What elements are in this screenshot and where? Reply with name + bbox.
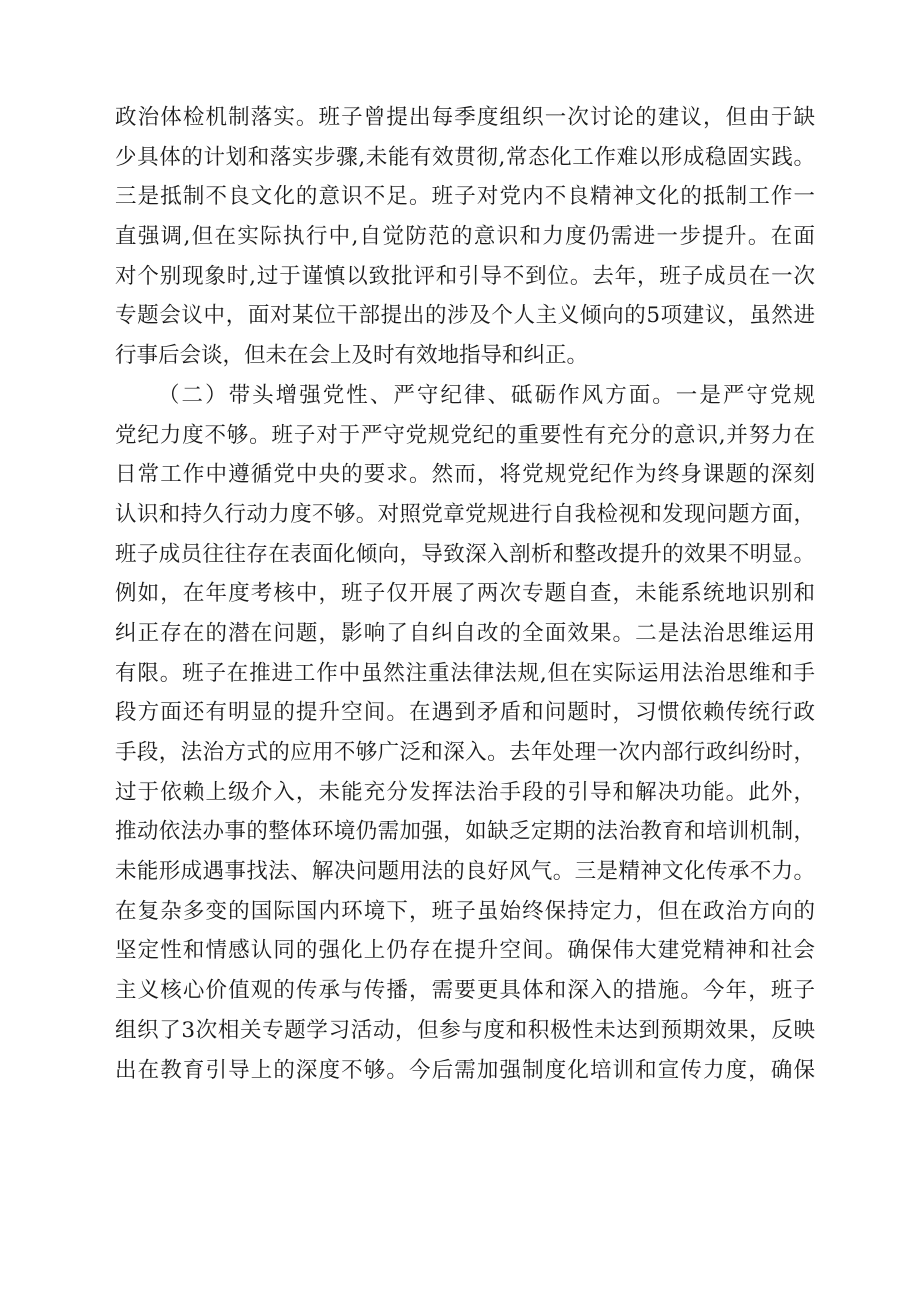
text-line: 认识和持久行动力度不够。对照党章党规进行自我检视和发现问题方面，	[115, 501, 815, 527]
text-line: 纠正存在的潜在问题，影响了自纠自改的全面效果。二是法治思维运用	[115, 620, 815, 646]
text-line: 手段，法治方式的应用不够广泛和深入。去年处理一次内部行政纠纷时，	[115, 740, 815, 765]
text-line: 行事后会谈，但未在会上及时有效地指导和纠正。	[115, 343, 589, 369]
text-line: 少具体的计划和落实步骤,未能有效贯彻,常态化工作难以形成稳固实践。	[115, 144, 815, 170]
text-line: 主义核心价值观的传承与传播，需要更具体和深入的措施。今年，班子	[115, 978, 815, 1004]
text-line: 在复杂多变的国际国内环境下，班子虽始终保持定力，但在政治方向的	[115, 898, 815, 924]
text-line: 例如，在年度考核中，班子仅开展了两次专题自查，未能系统地识别和	[115, 581, 815, 607]
text-line: 班子成员往往存在表面化倾向，导致深入剖析和整改提升的效果不明显。	[115, 541, 815, 567]
text-line: 专题会议中，面对某位干部提出的涉及个人主义倾向的5项建议，虽然进	[115, 303, 815, 329]
text-line: 推动依法办事的整体环境仍需加强，如缺乏定期的法治教育和培训机制，	[115, 819, 815, 845]
text-line: 日常工作中遵循党中央的要求。然而，将党规党纪作为终身课题的深刻	[115, 462, 815, 488]
text-line: 过于依赖上级介入，未能充分发挥法治手段的引导和解决功能。此外，	[115, 779, 815, 805]
text-line: 段方面还有明显的提升空间。在遇到矛盾和问题时，习惯依赖传统行政	[115, 700, 815, 726]
text-line: 对个别现象时,过于谨慎以致批评和引导不到位。去年，班子成员在一次	[115, 263, 815, 289]
paragraph-section-two	[115, 376, 815, 1090]
text-line: 党纪力度不够。班子对于严守党规党纪的重要性有充分的意识,并努力在	[115, 422, 815, 448]
text-line: 出在教育引导上的深度不够。今后需加强制度化培训和宣传力度，确保	[115, 1057, 815, 1083]
text-line: 直强调,但在实际执行中,自觉防范的意识和力度仍需进一步提升。在面	[115, 224, 815, 250]
paragraph-continuation	[115, 98, 815, 376]
text-line: 未能形成遇事找法、解决问题用法的良好风气。三是精神文化传承不力。	[115, 859, 815, 885]
document-body	[115, 98, 815, 1090]
text-line: 政治体检机制落实。班子曾提出每季度组织一次讨论的建议，但由于缺	[115, 105, 815, 130]
text-line: （二）带头增强党性、严守纪律、砥砺作风方面。一是严守党规	[158, 382, 815, 408]
text-line: 有限。班子在推进工作中虽然注重法律法规,但在实际运用法治思维和手	[115, 660, 815, 686]
text-line: 三是抵制不良文化的意识不足。班子对党内不良精神文化的抵制工作一	[115, 184, 815, 210]
text-line: 组织了3次相关专题学习活动，但参与度和积极性未达到预期效果，反映	[115, 1017, 815, 1043]
text-line: 坚定性和情感认同的强化上仍存在提升空间。确保伟大建党精神和社会	[115, 938, 815, 964]
